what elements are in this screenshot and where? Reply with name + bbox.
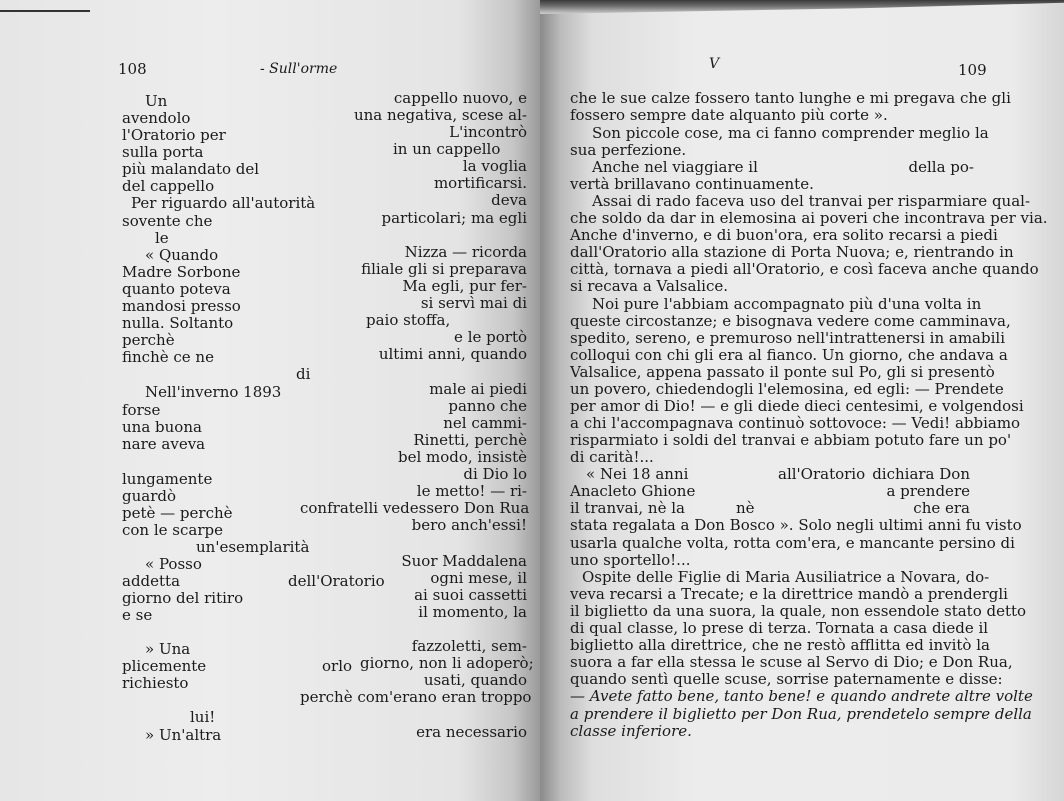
text-line: Noi pure l'abbiam accompagnato più d'una volta in: [592, 295, 982, 313]
text-line: plicemente: [122, 657, 207, 675]
text-line: Nizza — ricorda: [404, 243, 527, 261]
text-line: veva recarsi a Trecate; e la direttrice mandò a prendergli: [570, 585, 1008, 603]
text-line: sovente che: [122, 212, 213, 230]
text-line: Anacleto Ghione: [570, 482, 696, 500]
text-line: il momento, la: [418, 603, 527, 621]
text-line: nare aveva: [122, 435, 206, 453]
text-line: « Quando: [145, 246, 219, 264]
text-line: lui!: [190, 708, 216, 726]
text-line: uno sportello!...: [570, 551, 691, 569]
text-line: Nell'inverno 1893: [145, 383, 282, 401]
text-line: le metto! — ri-: [416, 482, 527, 500]
text-line: nel cammi-: [443, 414, 527, 432]
text-line: Madre Sorbone: [122, 263, 241, 281]
text-line: lungamente: [122, 470, 213, 488]
text-line: dichiara Don: [872, 465, 970, 483]
text-line: « Posso: [145, 555, 202, 573]
text-fragment: paio stoffa,: [366, 311, 451, 329]
text-line: spedito, sereno, e premuroso nell'intrattenersi in amabili: [570, 329, 1005, 347]
text-line: Per riguardo all'autorità: [131, 194, 316, 212]
text-line: che soldo da dar in elemosina ai poveri che incontrava per via.: [570, 209, 1048, 227]
text-line: classe inferiore.: [570, 722, 692, 740]
text-line: richiesto: [122, 674, 189, 692]
text-line: e se: [122, 606, 153, 624]
text-line: Son piccole cose, ma ci fanno comprender meglio la: [592, 124, 989, 142]
text-line: vertà brillavano continuamente.: [570, 175, 814, 193]
text-line: stata regalata a Don Bosco ». Solo negli ultimi anni fu visto: [570, 516, 1022, 534]
page-number-right: 109: [958, 61, 987, 79]
text-line: ai suoi cassetti: [414, 586, 527, 604]
text-line: perchè com'erano eran troppo: [300, 688, 532, 706]
text-line: perchè: [122, 331, 175, 349]
text-line: di: [296, 365, 311, 383]
text-line: città, tornava a piedi all'Oratorio, e così faceva anche quando: [570, 260, 1039, 278]
text-line: e le portò: [454, 328, 527, 346]
text-line: mandosi presso: [122, 297, 241, 315]
text-line: il tranvai, nè la: [570, 499, 685, 517]
text-line: nulla. Soltanto: [122, 314, 234, 332]
text-line: » Una: [145, 640, 191, 658]
text-line: bero anch'essi!: [411, 516, 527, 534]
text-line: si recava a Valsalice.: [570, 277, 729, 295]
text-line: quanto poteva: [122, 280, 231, 298]
text-line: petè — perchè: [122, 504, 233, 522]
text-line: nè: [736, 499, 755, 517]
text-line: suora a far ella stessa le scuse al Servo di Dio; e Don Rua,: [570, 653, 1013, 671]
text-line: la voglia: [462, 157, 527, 175]
text-line: dall'Oratorio alla stazione di Porta Nuova; e, rientrando in: [570, 243, 1014, 261]
text-line: che le sue calze fossero tanto lunghe e mi pregava che gli: [570, 89, 1011, 107]
text-line: di qual classe, lo prese di terza. Tornata a casa diede il: [570, 619, 989, 637]
text-line: Rinetti, perchè: [413, 431, 527, 449]
text-line: usati, quando: [423, 671, 527, 689]
text-line: Ospite delle Figlie di Maria Ausiliatrice a Novara, do-: [582, 568, 990, 586]
text-line: [366, 312, 527, 329]
text-line: si servì mai di: [420, 294, 527, 312]
text-line: era necessario: [416, 723, 527, 741]
text-line: usarla qualche volta, rotta com'era, e mancante persino di: [570, 534, 1015, 552]
text-line: panno che: [448, 397, 527, 415]
text-line: Anche nel viaggiare il: [592, 158, 758, 176]
text-line: colloqui con chi gli era al fianco. Un giorno, che andava a: [570, 346, 1008, 364]
text-line: filiale gli si preparava: [361, 260, 527, 278]
text-line: una buona: [122, 418, 202, 436]
text-line: in un cappello: [393, 140, 501, 158]
text-line: male ai piedi: [429, 380, 527, 398]
text-line: deva: [491, 191, 527, 209]
text-line: di carità!...: [570, 448, 654, 466]
text-line: orlo: [322, 657, 353, 675]
page-number-left: 108: [118, 60, 147, 78]
text-line: Anche d'inverno, e di buon'ora, era solito recarsi a piedi: [570, 226, 998, 244]
text-line: Valsalice, appena passato il ponte sul Po, gli si presentò: [570, 363, 995, 381]
text-line: addetta: [122, 572, 181, 590]
text-line: — Avete fatto bene, tanto bene! e quando andrete altre volte: [570, 687, 1033, 705]
text-line: una negativa, scese al-: [353, 106, 527, 124]
text-line: » Un'altra: [145, 726, 222, 744]
text-line: biglietto alla direttrice, che ne restò afflitta ed invitò la: [570, 636, 990, 654]
text-line: « Nei 18 anni: [586, 465, 689, 483]
text-line: Ma egli, pur fer-: [402, 277, 527, 295]
text-line: all'Oratorio: [778, 465, 866, 483]
text-line: a prendere il biglietto per Don Rua, prendetelo sempre della: [570, 705, 1032, 723]
text-line: dell'Oratorio: [288, 572, 385, 590]
text-line: quando sentì quelle scuse, sorrise paternamente e disse:: [570, 670, 1003, 688]
running-head-left: - Sull'orme: [260, 61, 338, 77]
text-line: del cappello: [122, 177, 215, 195]
text-line: Assai di rado faceva uso del tranvai per risparmiare qual-: [592, 192, 1031, 210]
text-line: un povero, chiedendogli l'elemosina, ed egli: — Prendete: [570, 380, 1004, 398]
text-line: giorno, non li adoperò;: [360, 654, 534, 672]
text-line: ogni mese, il: [430, 569, 527, 587]
text-line: cappello nuovo, e: [393, 89, 527, 107]
text-line: particolari; ma egli: [381, 209, 527, 227]
text-line: giorno del ritiro: [122, 589, 244, 607]
text-line: a prendere: [886, 482, 970, 500]
text-line: mortificarsi.: [433, 174, 527, 192]
text-line: le: [155, 229, 169, 247]
text-line: di Dio lo: [463, 465, 527, 483]
text-line: sulla porta: [122, 143, 204, 161]
text-line: bel modo, insistè: [397, 448, 527, 466]
text-line: ultimi anni, quando: [378, 345, 527, 363]
text-line: Un: [145, 92, 168, 110]
text-line: risparmiato i soldi del tranvai e abbiam potuto fare un po': [570, 431, 1012, 449]
text-line: che era: [913, 499, 970, 517]
text-line: confratelli vedessero Don Rua: [300, 499, 530, 517]
text-line: avendolo: [122, 109, 191, 127]
text-line: il biglietto da una suora, la quale, non essendole stato detto: [570, 602, 1027, 620]
text-line: l'Oratorio per: [122, 126, 226, 144]
text-line: fossero sempre date alquanto più corte ».: [570, 106, 888, 124]
page-edge-rule: [0, 0, 90, 12]
text-line: queste circostanze; e bisognava vedere come camminava,: [570, 312, 1011, 330]
text-line: Suor Maddalena: [401, 552, 527, 570]
text-line: fazzoletti, sem-: [411, 637, 527, 655]
text-line: un'esemplarità: [196, 538, 310, 556]
text-line: della po-: [908, 158, 974, 176]
text-line: per amor di Dio! — e gli diede dieci centesimi, e volgendosi: [570, 397, 1024, 415]
text-line: a chi l'accompagnava continuò sottovoce: — Vedi! abbiamo: [570, 414, 1021, 432]
text-line: guardò: [122, 487, 177, 505]
running-head-right: V: [709, 56, 720, 72]
text-line: sua perfezione.: [570, 141, 687, 159]
text-line: forse: [122, 401, 161, 419]
text-line: più malandato del: [122, 160, 260, 178]
text-line: finchè ce ne: [122, 348, 214, 366]
text-line: L'incontrò: [449, 123, 527, 141]
text-line: con le scarpe: [122, 521, 223, 539]
